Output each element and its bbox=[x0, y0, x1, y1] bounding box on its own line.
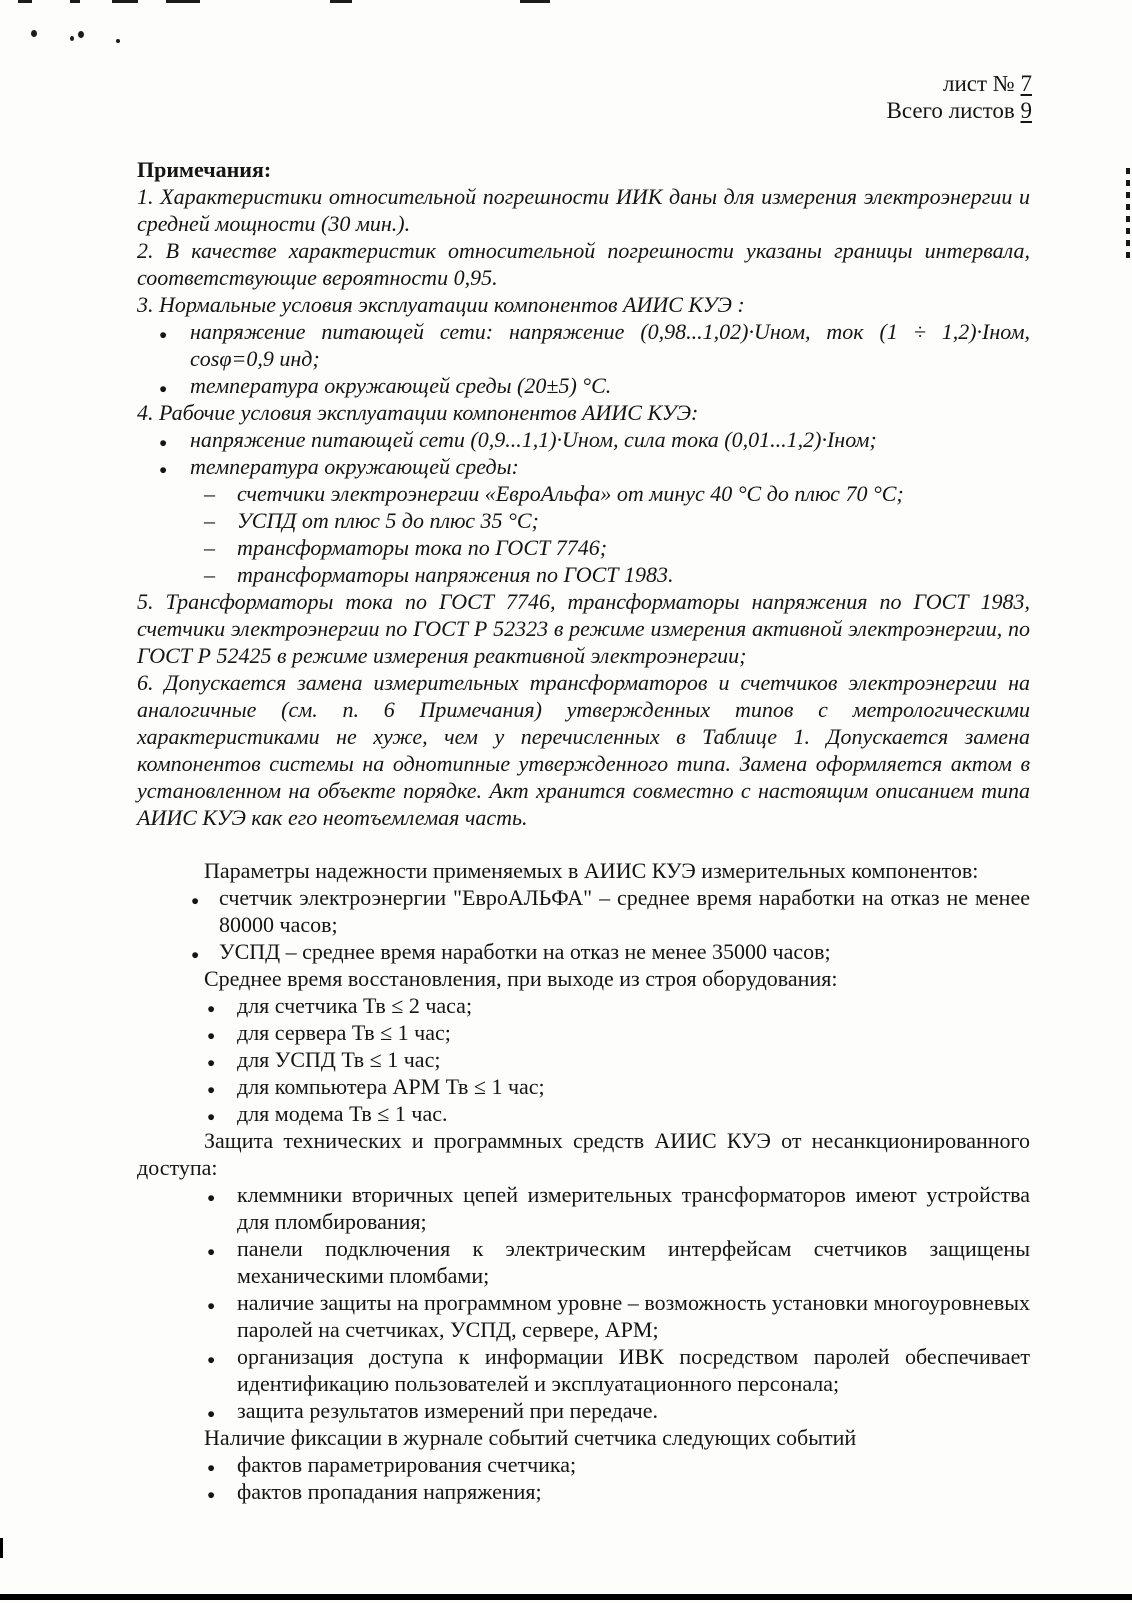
list-item bbox=[237, 1235, 1030, 1289]
bullet-icon bbox=[159, 372, 167, 402]
list-item bbox=[237, 534, 1030, 561]
list-item bbox=[237, 1100, 1030, 1127]
list-item-text: наличие защиты на программном уровне – возможность установки многоуровневых паролей на счетчиках, УСПД, сервере, АРМ; bbox=[237, 1290, 1030, 1342]
list-item bbox=[237, 1451, 1030, 1478]
list-item bbox=[219, 884, 1030, 938]
list-item bbox=[237, 480, 1030, 507]
journal-bullet-list bbox=[137, 1451, 1030, 1505]
scan-artifact bbox=[70, 36, 74, 41]
list-item-text: трансформаторы напряжения по ГОСТ 1983. bbox=[237, 562, 674, 587]
note-6: 6. Допускается замена измерительных трансформаторов и счетчиков электроэнергии на аналогичные (см. п. 6 Примечания) утвержденных типов с метрологическими характеристиками не хуже, чем у перечисленных в Таблице 1. Допускается замена компонентов системы на однотипные утвержденного типа. Замена оформляется актом в установленном на объекте порядке. Акт хранится совместно с настоящим описанием типа АИИС КУЭ как его неотъемлемая часть. bbox=[137, 670, 1030, 830]
list-item-text: организация доступа к информации ИВК посредством паролей обеспечивает идентификацию пользователей и эксплуатационного персонала; bbox=[237, 1344, 1030, 1396]
list-item bbox=[237, 1343, 1030, 1397]
scan-artifact bbox=[1126, 168, 1130, 264]
list-item bbox=[237, 1289, 1030, 1343]
bullet-icon bbox=[159, 318, 167, 348]
list-item bbox=[237, 1397, 1030, 1424]
list-item-text: температура окружающей среды: bbox=[190, 454, 519, 479]
bullet-icon bbox=[207, 1046, 215, 1076]
note-3-bullet-list bbox=[137, 318, 1030, 399]
scan-artifact bbox=[70, 0, 80, 3]
scan-artifact bbox=[112, 0, 138, 3]
sheet-number: 7 bbox=[1020, 71, 1032, 96]
note-3: 3. Нормальные условия эксплуатации компонентов АИИС КУЭ : bbox=[137, 292, 745, 317]
note-2: 2. В качестве характеристик относительной погрешности указаны границы интервала, соответствующие вероятности 0,95. bbox=[137, 238, 1030, 290]
recovery-bullet-list bbox=[137, 992, 1030, 1127]
note-4-bullet-list bbox=[137, 426, 1030, 480]
list-item bbox=[190, 453, 1030, 480]
total-sheets-label: Всего листов bbox=[886, 98, 1021, 123]
bullet-icon bbox=[191, 938, 199, 968]
list-item bbox=[190, 426, 1030, 453]
reliability-bullet-list bbox=[137, 884, 1030, 965]
dash-icon bbox=[204, 534, 215, 561]
scan-artifact bbox=[0, 1594, 1132, 1600]
bullet-icon bbox=[207, 992, 215, 1022]
bullet-icon bbox=[207, 1100, 215, 1130]
note-5: 5. Трансформаторы тока по ГОСТ 7746, трансформаторы напряжения по ГОСТ 1983, счетчики электроэнергии по ГОСТ Р 52323 в режиме измерения активной электроэнергии, по ГОСТ Р 52425 в режиме измерения реактивной электроэнергии; bbox=[137, 589, 1030, 668]
list-item-text: фактов параметрирования счетчика; bbox=[237, 1452, 577, 1477]
protection-bullet-list bbox=[137, 1181, 1030, 1424]
list-item bbox=[237, 1046, 1030, 1073]
list-item-text: напряжение питающей сети (0,9...1,1)·Uном, сила тока (0,01...1,2)·Iном; bbox=[190, 427, 877, 452]
list-item-text: защита результатов измерений при передаче. bbox=[237, 1398, 658, 1423]
bullet-icon bbox=[207, 1289, 215, 1319]
scan-artifact bbox=[166, 0, 200, 3]
scan-artifact bbox=[18, 0, 32, 3]
bullet-icon bbox=[207, 1451, 215, 1481]
note-4-dash-list bbox=[137, 480, 1030, 588]
note-1: 1. Характеристики относительной погрешности ИИК даны для измерения электроэнергии и средней мощности (30 мин.). bbox=[137, 184, 1030, 236]
bullet-icon bbox=[207, 1019, 215, 1049]
dash-icon bbox=[204, 480, 215, 507]
dash-icon bbox=[204, 507, 215, 534]
bullet-icon bbox=[207, 1235, 215, 1265]
bullet-icon bbox=[159, 453, 167, 483]
list-item-text: температура окружающей среды (20±5) °С. bbox=[190, 373, 612, 398]
bullet-icon bbox=[207, 1181, 215, 1211]
scan-artifact bbox=[78, 31, 84, 38]
list-item-text: для сервера Тв ≤ 1 час; bbox=[237, 1020, 451, 1045]
note-4: 4. Рабочие условия эксплуатации компонентов АИИС КУЭ: bbox=[137, 400, 699, 425]
reliability-section bbox=[137, 857, 1030, 1505]
scan-artifact bbox=[31, 30, 37, 37]
notes-title: Примечания: bbox=[137, 157, 272, 182]
bullet-icon bbox=[207, 1343, 215, 1373]
bullet-icon bbox=[207, 1478, 215, 1508]
reliability-intro: Параметры надежности применяемых в АИИС КУЭ измерительных компонентов: bbox=[204, 858, 979, 883]
list-item bbox=[190, 318, 1030, 372]
document-body bbox=[137, 156, 1030, 1505]
journal-intro: Наличие фиксации в журнале событий счетчика следующих событий bbox=[204, 1425, 857, 1450]
total-sheets-line bbox=[886, 97, 1032, 124]
list-item-text: трансформаторы тока по ГОСТ 7746; bbox=[237, 535, 608, 560]
scan-artifact bbox=[0, 1538, 3, 1558]
scan-artifact bbox=[116, 39, 120, 43]
list-item bbox=[237, 992, 1030, 1019]
scan-artifact bbox=[330, 0, 352, 3]
list-item bbox=[190, 372, 1030, 399]
list-item bbox=[237, 561, 1030, 588]
list-item-text: УСПД от плюс 5 до плюс 35 °С; bbox=[237, 508, 539, 533]
list-item bbox=[237, 1181, 1030, 1235]
notes-section bbox=[137, 156, 1030, 831]
list-item bbox=[219, 938, 1030, 965]
list-item bbox=[237, 507, 1030, 534]
list-item-text: для модема Тв ≤ 1 час. bbox=[237, 1101, 448, 1126]
list-item-text: счетчик электроэнергии "ЕвроАЛЬФА" – среднее время наработки на отказ не менее 80000 часов; bbox=[219, 885, 1030, 937]
recovery-intro: Среднее время восстановления, при выходе из строя оборудования: bbox=[204, 966, 838, 991]
list-item-text: для счетчика Тв ≤ 2 часа; bbox=[237, 993, 473, 1018]
bullet-icon bbox=[191, 884, 199, 914]
bullet-icon bbox=[207, 1397, 215, 1427]
list-item-text: для компьютера АРМ Тв ≤ 1 час; bbox=[237, 1074, 545, 1099]
sheet-label: лист № bbox=[943, 71, 1021, 96]
list-item-text: счетчики электроэнергии «ЕвроАльфа» от минус 40 °С до плюс 70 °С; bbox=[237, 481, 904, 506]
list-item bbox=[237, 1073, 1030, 1100]
sheet-number-line bbox=[886, 70, 1032, 97]
list-item bbox=[237, 1478, 1030, 1505]
dash-icon bbox=[204, 561, 215, 588]
bullet-icon bbox=[207, 1073, 215, 1103]
protection-intro: Защита технических и программных средств АИИС КУЭ от несанкционированного доступа: bbox=[137, 1128, 1030, 1180]
scan-artifact bbox=[520, 0, 550, 3]
list-item-text: УСПД – среднее время наработки на отказ не менее 35000 часов; bbox=[219, 939, 831, 964]
list-item bbox=[237, 1019, 1030, 1046]
list-item-text: для УСПД Тв ≤ 1 час; bbox=[237, 1047, 441, 1072]
bullet-icon bbox=[159, 426, 167, 456]
page-header bbox=[886, 70, 1032, 124]
list-item-text: панели подключения к электрическим интерфейсам счетчиков защищены механическими пломбами; bbox=[237, 1236, 1030, 1288]
list-item-text: фактов пропадания напряжения; bbox=[237, 1479, 542, 1504]
list-item-text: напряжение питающей сети: напряжение (0,98...1,02)·Uном, ток (1 ÷ 1,2)·Iном, cosφ=0,9 инд; bbox=[190, 319, 1030, 371]
total-sheets-number: 9 bbox=[1020, 98, 1032, 123]
list-item-text: клеммники вторичных цепей измерительных трансформаторов имеют устройства для пломбирования; bbox=[237, 1182, 1030, 1234]
